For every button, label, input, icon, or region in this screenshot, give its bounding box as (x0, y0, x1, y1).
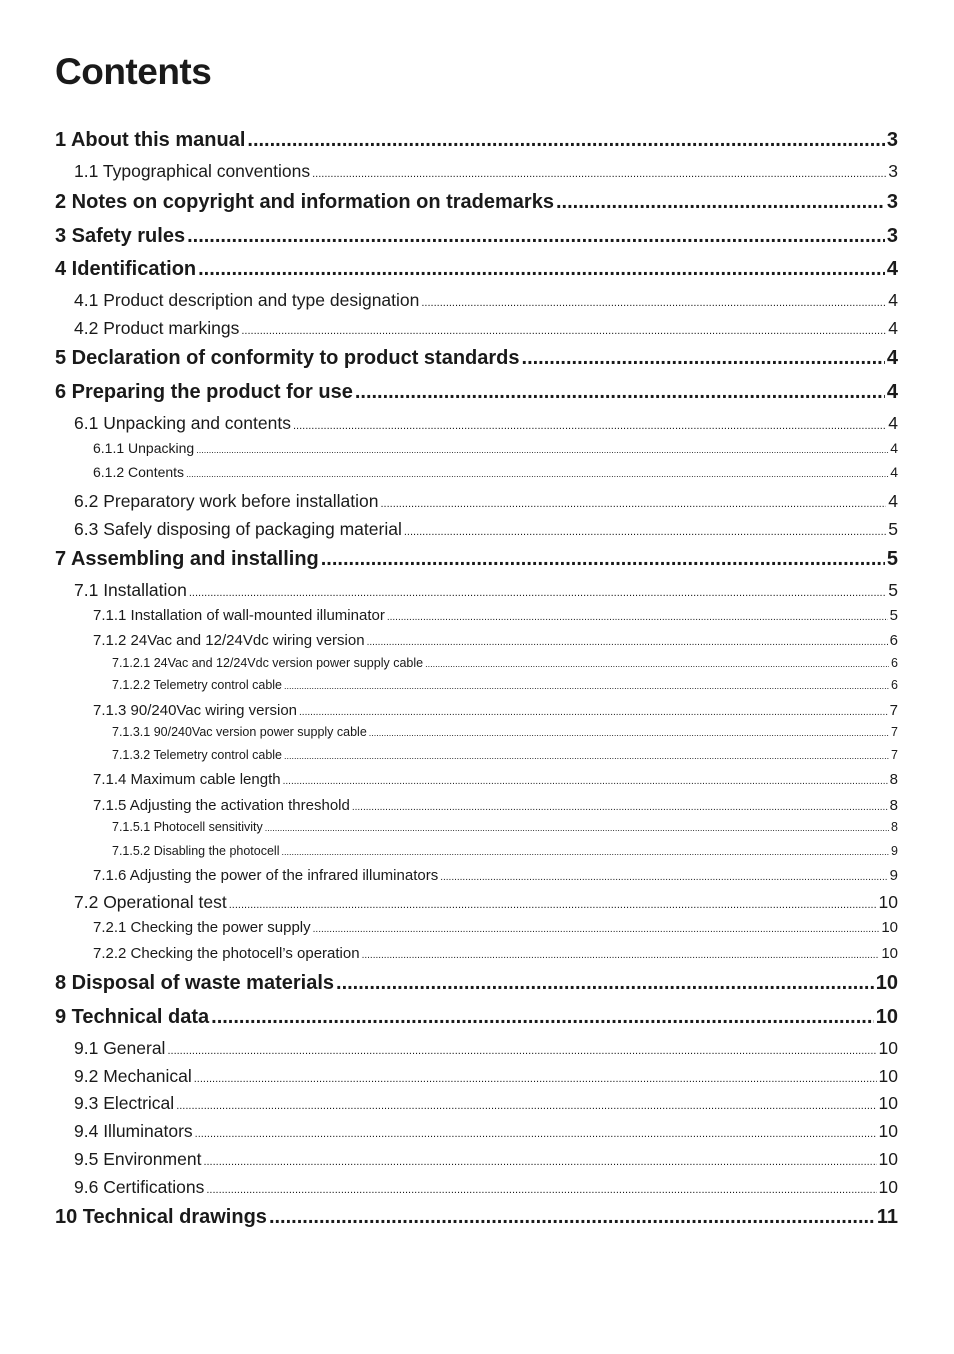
toc-entry (93, 632, 898, 652)
dot-leader (281, 845, 889, 860)
dot-leader (283, 773, 888, 791)
toc-entry (74, 1092, 898, 1117)
toc-entry (93, 919, 898, 939)
toc-entry-label: 7.1.2.1 24Vac and 12/24Vdc version power supply cable (112, 656, 424, 670)
dot-leader (421, 292, 886, 314)
toc-entry (74, 1176, 898, 1201)
toc-entry-page-number: 4 (886, 381, 898, 403)
toc-entry (55, 547, 898, 571)
toc-entry-label: 4.1 Product description and type designation (74, 290, 420, 310)
toc-entry-page-number: 10 (878, 1177, 898, 1197)
dot-leader (336, 971, 874, 995)
dot-leader (176, 1095, 876, 1117)
toc-entry (74, 579, 898, 604)
toc-entry-page-number: 4 (888, 290, 898, 310)
dot-leader (313, 921, 880, 939)
toc-entry (55, 257, 898, 281)
dot-leader (355, 380, 885, 404)
toc-entry-label: 7.1.1 Installation of wall-mounted illuminator (93, 607, 385, 624)
toc-entry-page-number: 6 (891, 656, 898, 670)
toc-entry-page-number: 10 (878, 1149, 898, 1169)
toc-entry-label: 5 Declaration of conformity to product standards (55, 347, 520, 369)
toc-entry (93, 797, 898, 817)
dot-leader (425, 657, 889, 672)
toc-entry-label: 4.2 Product markings (74, 318, 240, 338)
toc-entry-page-number: 4 (886, 347, 898, 369)
toc-entry (74, 1148, 898, 1173)
toc-entry (74, 160, 898, 185)
toc-entry-page-number: 5 (886, 548, 898, 570)
toc-entry-page-number: 10 (878, 1066, 898, 1086)
toc-entry-label: 7.1.2 24Vac and 12/24Vdc wiring version (93, 632, 365, 649)
toc-entry-page-number: 10 (875, 972, 898, 994)
toc-entry (74, 490, 898, 515)
toc-entry (55, 346, 898, 370)
toc-entry-page-number: 4 (888, 318, 898, 338)
toc-entry-label: 7.2.1 Checking the power supply (93, 919, 311, 936)
dot-leader (195, 1123, 877, 1145)
toc-entry (74, 412, 898, 437)
toc-entry-page-number: 10 (878, 1121, 898, 1141)
dot-leader (284, 749, 889, 764)
toc-entry (112, 656, 898, 672)
dot-leader (211, 1005, 874, 1029)
toc-entry-page-number: 10 (881, 945, 898, 962)
toc-entry-page-number: 5 (889, 607, 898, 624)
toc-entry-label: 7.1.5.2 Disabling the photocell (112, 844, 280, 858)
toc-entry-label: 7.1 Installation (74, 580, 187, 600)
toc-entry-page-number: 3 (886, 191, 898, 213)
toc-entry-label: 9.6 Certifications (74, 1177, 205, 1197)
toc-entry-label: 6.1.2 Contents (93, 464, 185, 480)
toc-entry-label: 7.1.3.2 Telemetry control cable (112, 748, 283, 762)
dot-leader (312, 163, 886, 185)
toc-entry-label: 7.2 Operational test (74, 892, 227, 912)
toc-entry-label: 6.3 Safely disposing of packaging material (74, 519, 402, 539)
toc-entry-label: 1 About this manual (55, 129, 246, 151)
dot-leader (404, 521, 886, 543)
dot-leader (522, 346, 885, 370)
dot-leader (186, 466, 888, 483)
toc-entry-label: 9.3 Electrical (74, 1093, 175, 1113)
toc-entry-page-number: 4 (890, 440, 898, 456)
dot-leader (241, 320, 886, 342)
toc-entry (55, 1205, 898, 1229)
toc-entry-page-number: 10 (878, 1093, 898, 1113)
toc-entry (55, 224, 898, 248)
toc-entry-label: 7.1.5.1 Photocell sensitivity (112, 820, 263, 834)
toc-entry-page-number: 9 (889, 867, 898, 884)
dot-leader (269, 1205, 875, 1229)
toc-entry-label: 7.1.6 Adjusting the power of the infrared illuminators (93, 867, 439, 884)
toc-entry-page-number: 9 (891, 844, 898, 858)
toc-entry-label: 7.1.3.1 90/240Vac version power supply cable (112, 725, 367, 739)
toc-entry-label: 7.1.2.2 Telemetry control cable (112, 678, 283, 692)
toc-entry-page-number: 6 (889, 632, 898, 649)
toc-entry-page-number: 5 (888, 519, 898, 539)
toc-entry (93, 702, 898, 722)
dot-leader (189, 582, 886, 604)
page-title: Contents (55, 51, 212, 92)
toc-entry (55, 971, 898, 995)
toc-entry (55, 128, 898, 152)
toc-entry-page-number: 4 (890, 464, 898, 480)
dot-leader (203, 1151, 876, 1173)
dot-leader (284, 679, 889, 694)
toc-entry (112, 678, 898, 694)
toc-entry (93, 945, 898, 965)
toc-entry-label: 7.2.2 Checking the photocell’s operation (93, 945, 360, 962)
dot-leader (196, 442, 888, 459)
dot-leader (380, 493, 886, 515)
toc-entry-label: 9.5 Environment (74, 1149, 202, 1169)
toc-entry-page-number: 10 (878, 1038, 898, 1058)
toc-entry-page-number: 4 (888, 413, 898, 433)
toc-entry-page-number: 3 (888, 161, 898, 181)
toc-entry (74, 317, 898, 342)
toc-entry (112, 820, 898, 836)
toc-entry-page-number: 7 (889, 702, 898, 719)
toc-entry-label: 6.1.1 Unpacking (93, 440, 195, 456)
toc-entry (112, 725, 898, 741)
toc-entry (74, 1065, 898, 1090)
toc-entry-label: 6.1 Unpacking and contents (74, 413, 291, 433)
toc-entry-label: 3 Safety rules (55, 225, 186, 247)
toc-entry (112, 748, 898, 764)
dot-leader (187, 224, 885, 248)
toc-entry-label: 2 Notes on copyright and information on trademarks (55, 191, 554, 213)
dot-leader (362, 947, 880, 965)
toc-entry-label: 7.1.5 Adjusting the activation threshold (93, 797, 350, 814)
dot-leader (265, 821, 889, 836)
toc-entry (74, 518, 898, 543)
toc-entry-page-number: 6 (891, 678, 898, 692)
toc-entry (74, 289, 898, 314)
dot-leader (247, 128, 884, 152)
toc-entry-label: 4 Identification (55, 258, 197, 280)
dot-leader (352, 799, 888, 817)
toc-entry (93, 440, 898, 459)
toc-entry-page-number: 3 (886, 225, 898, 247)
toc-entry-label: 6.2 Preparatory work before installation (74, 491, 379, 511)
toc-entry-label: 6 Preparing the product for use (55, 381, 353, 403)
toc-entry-label: 9.1 General (74, 1038, 166, 1058)
toc-entry-page-number: 5 (888, 580, 898, 600)
toc-entry (55, 1005, 898, 1029)
toc-entry-page-number: 10 (881, 919, 898, 936)
toc-entry (93, 464, 898, 483)
toc-entry-page-number: 4 (888, 491, 898, 511)
toc-entry-label: 1.1 Typographical conventions (74, 161, 311, 181)
toc-entry-label: 7.1.4 Maximum cable length (93, 771, 281, 788)
dot-leader (299, 704, 888, 722)
toc-entry (74, 1037, 898, 1062)
toc-entry (112, 844, 898, 860)
toc-entry-label: 10 Technical drawings (55, 1206, 267, 1228)
dot-leader (440, 869, 887, 887)
dot-leader (321, 547, 885, 571)
toc-entry-label: 9.2 Mechanical (74, 1066, 192, 1086)
toc-entry (93, 771, 898, 791)
toc-entry-page-number: 10 (878, 892, 898, 912)
toc-entry-label: 7.1.3 90/240Vac wiring version (93, 702, 298, 719)
toc-entry-page-number: 10 (875, 1006, 898, 1028)
toc-entry-label: 7 Assembling and installing (55, 548, 319, 570)
dot-leader (198, 257, 885, 281)
dot-leader (556, 190, 885, 214)
toc-entry (93, 867, 898, 887)
toc-entry-page-number: 8 (889, 797, 898, 814)
toc-entry (93, 607, 898, 627)
dot-leader (367, 634, 888, 652)
toc-entry-page-number: 4 (886, 258, 898, 280)
toc-entry (74, 891, 898, 916)
toc-entry-page-number: 11 (876, 1206, 898, 1228)
toc-entry-label: 8 Disposal of waste materials (55, 972, 335, 994)
toc-entry-page-number: 7 (891, 725, 898, 739)
toc-entry-label: 9 Technical data (55, 1006, 210, 1028)
toc-entry-page-number: 8 (889, 771, 898, 788)
toc-entry-page-number: 7 (891, 748, 898, 762)
toc-entry (74, 1120, 898, 1145)
dot-leader (293, 415, 886, 437)
toc-entry-label: 9.4 Illuminators (74, 1121, 193, 1141)
toc-entry-page-number: 3 (886, 129, 898, 151)
dot-leader (167, 1040, 876, 1062)
dot-leader (206, 1179, 876, 1201)
toc-entry (55, 190, 898, 214)
dot-leader (194, 1068, 877, 1090)
toc-entry (55, 380, 898, 404)
dot-leader (369, 726, 889, 741)
dot-leader (229, 894, 877, 916)
dot-leader (387, 609, 888, 627)
toc-entry-page-number: 8 (891, 820, 898, 834)
